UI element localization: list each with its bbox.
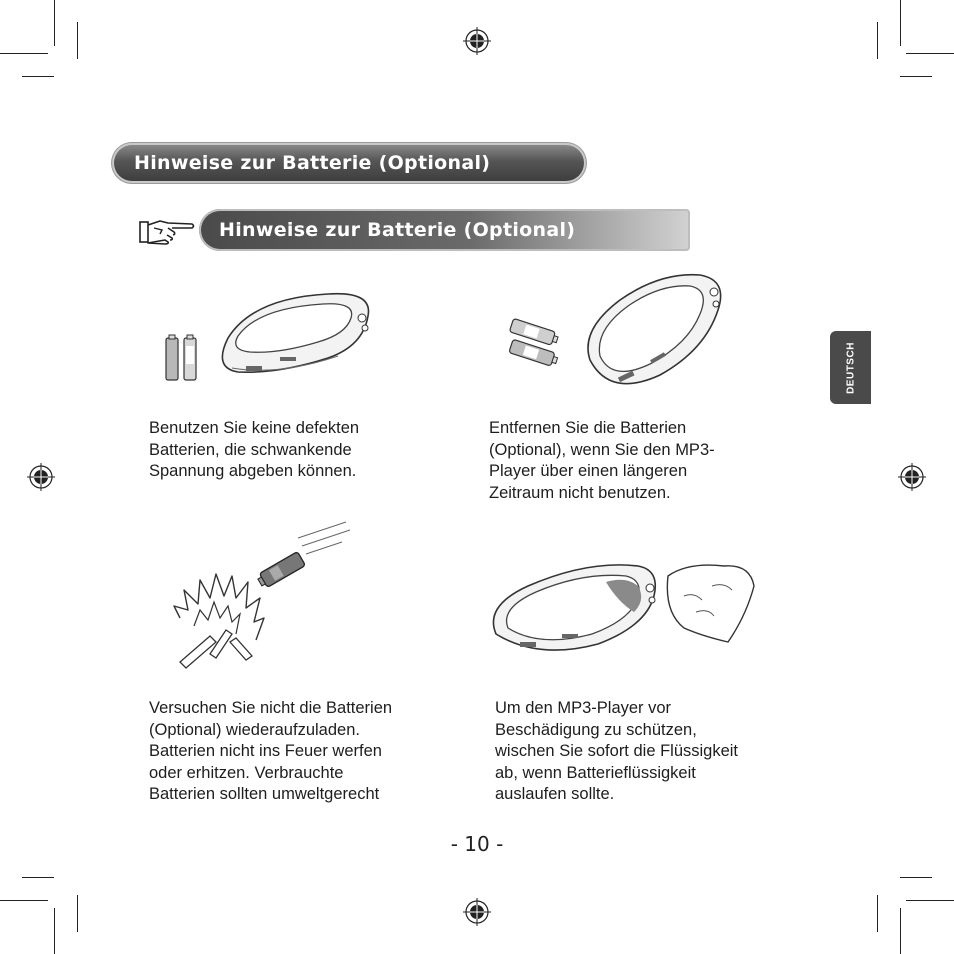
crop-mark: [54, 908, 55, 954]
section-title: Hinweise zur Batterie (Optional): [219, 219, 576, 241]
language-tab: [830, 331, 871, 404]
crop-mark: [0, 53, 48, 54]
tip-text: Entfernen Sie die Batterien (Optional), wenn Sie den MP3- Player über einen längeren Zeitraum nicht benutzen.: [489, 419, 715, 502]
battery-fire-illustration: [170, 518, 360, 670]
section-banner: [199, 209, 690, 251]
language-tab-label: DEUTSCH: [845, 341, 856, 394]
batteries-removed-illustration: [500, 270, 728, 395]
tip-text: Versuchen Sie nicht die Batterien (Optional) wiederaufzuladen. Batterien nicht ins Feuer werfen oder erhitzen. Verbrauchte Batterien sollten umweltgerecht: [149, 699, 393, 803]
crop-mark: [22, 877, 54, 878]
banner-title: Hinweise zur Batterie (Optional): [134, 152, 491, 174]
crop-mark: [0, 900, 48, 901]
crop-mark: [877, 895, 878, 932]
page-number: - 10 -: [450, 832, 504, 856]
pointing-hand-icon: [138, 216, 196, 246]
tip-text: Benutzen Sie keine defekten Batterien, die schwankende Spannung abgeben können.: [149, 419, 360, 480]
tip-text: Um den MP3-Player vor Beschädigung zu schützen, wischen Sie sofort die Flüssigkeit ab, wenn Batterieflüssigkeit auslaufen sollte.: [495, 699, 739, 803]
player-and-cloth-illustration: [488, 556, 760, 656]
crop-mark: [22, 76, 54, 77]
crop-mark: [900, 0, 901, 46]
main-banner: [112, 143, 586, 183]
batteries-and-player-illustration: [158, 286, 390, 386]
registration-mark-icon: [27, 463, 55, 491]
crop-mark: [77, 22, 78, 59]
crop-mark: [877, 22, 878, 59]
registration-mark-icon: [463, 27, 491, 55]
crop-mark: [54, 0, 55, 46]
crop-mark: [77, 895, 78, 932]
registration-mark-icon: [463, 898, 491, 926]
registration-mark-icon: [898, 463, 926, 491]
crop-mark: [906, 900, 954, 901]
crop-mark: [900, 877, 932, 878]
crop-mark: [906, 53, 954, 54]
crop-mark: [900, 76, 932, 77]
crop-mark: [900, 908, 901, 954]
